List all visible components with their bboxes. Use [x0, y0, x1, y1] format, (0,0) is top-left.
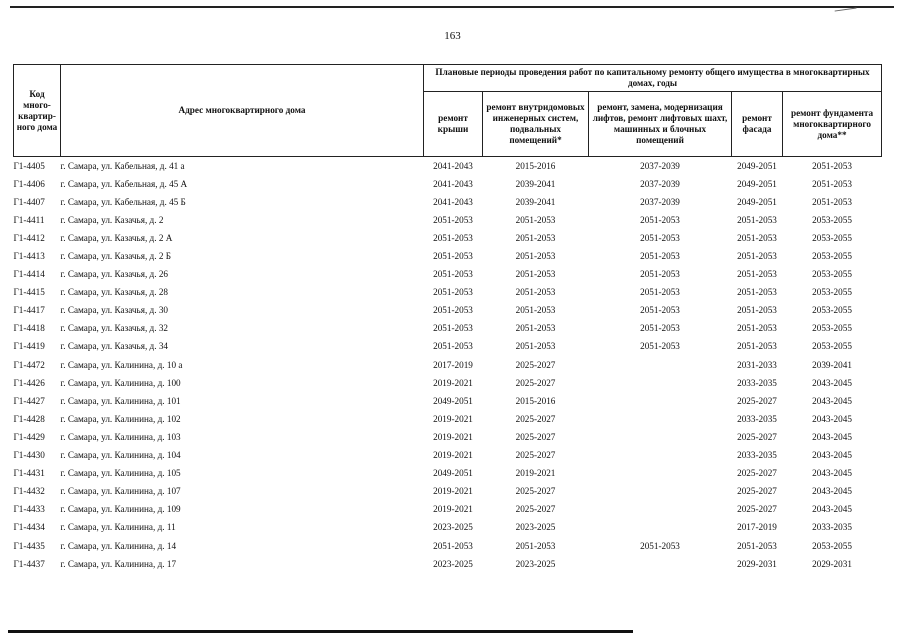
house-code-cell: Г1-4419 [13, 341, 45, 352]
facade-period-cell: 2025-2027 [737, 395, 777, 406]
house-code-cell: Г1-4407 [13, 196, 45, 207]
systems-period-cell: 2051-2053 [515, 323, 556, 334]
address-cell: г. Самара, ул. Казачья, д. 2 [60, 214, 164, 225]
table-row [14, 338, 882, 356]
facade-period-cell: 2029-2031 [737, 558, 777, 569]
facade-period-cell: 2051-2053 [737, 287, 777, 298]
facade-period-cell: 2051-2053 [737, 269, 777, 280]
address-cell: г. Самара, ул. Кабельная, д. 45 Б [60, 196, 186, 207]
systems-period-cell: 2025-2027 [515, 486, 556, 497]
address-cell: г. Самара, ул. Казачья, д. 32 [60, 323, 169, 334]
roof-period-cell: 2051-2053 [433, 540, 473, 551]
foundation-period-cell: 2053-2055 [812, 341, 852, 352]
house-code-cell: Г1-4472 [13, 359, 45, 370]
house-code-cell: Г1-4405 [13, 160, 45, 171]
systems-period-cell: 2051-2053 [515, 287, 556, 298]
house-code-cell: Г1-4406 [13, 178, 45, 189]
address-cell: г. Самара, ул. Казачья, д. 28 [60, 287, 169, 298]
roof-period-cell: 2051-2053 [433, 323, 473, 334]
roof-period-cell: 2023-2025 [433, 558, 473, 569]
scan-border-bottom [8, 630, 633, 633]
table-row [14, 428, 882, 446]
foundation-period-cell: 2043-2045 [812, 450, 852, 461]
foundation-period-cell: 2043-2045 [812, 377, 852, 388]
foundation-period-cell: 2053-2055 [812, 232, 852, 243]
facade-period-cell: 2049-2051 [737, 160, 777, 171]
header-foundation-repair: ремонт фундамента многоквартирного дома** [783, 92, 882, 157]
lifts-period-cell: 2037-2039 [640, 160, 680, 171]
facade-period-cell: 2031-2033 [737, 359, 777, 370]
house-code-cell: Г1-4434 [13, 522, 45, 533]
table-row [14, 175, 882, 193]
house-code-cell: Г1-4413 [13, 251, 45, 262]
roof-period-cell: 2051-2053 [433, 305, 473, 316]
lifts-period-cell [589, 410, 732, 428]
house-code-cell: Г1-4426 [13, 377, 45, 388]
address-cell: г. Самара, ул. Казачья, д. 2 А [60, 232, 173, 243]
header-engineering-systems-repair: ремонт внутридомовых инженерных систем, подвальных помещений* [483, 92, 589, 157]
header-address: Адрес многоквартирного дома [61, 65, 424, 157]
foundation-period-cell: 2053-2055 [812, 305, 852, 316]
lifts-period-cell [589, 447, 732, 465]
foundation-period-cell: 2053-2055 [812, 323, 852, 334]
systems-period-cell: 2019-2021 [515, 468, 556, 479]
systems-period-cell: 2015-2016 [515, 395, 556, 406]
address-cell: г. Самара, ул. Кабельная, д. 45 А [60, 178, 188, 189]
address-cell: г. Самара, ул. Калинина, д. 107 [60, 486, 181, 497]
systems-period-cell: 2023-2025 [515, 522, 556, 533]
house-code-cell: Г1-4411 [13, 214, 45, 225]
address-cell: г. Самара, ул. Казачья, д. 2 Б [60, 251, 171, 262]
address-cell: г. Самара, ул. Калинина, д. 109 [60, 504, 181, 515]
house-code-cell: Г1-4417 [13, 305, 45, 316]
lifts-period-cell: 2051-2053 [640, 305, 680, 316]
house-code-cell: Г1-4431 [13, 468, 45, 479]
address-cell: г. Самара, ул. Калинина, д. 102 [60, 413, 181, 424]
address-cell: г. Самара, ул. Калинина, д. 14 [60, 540, 177, 551]
table-row [14, 501, 882, 519]
foundation-period-cell: 2043-2045 [812, 504, 852, 515]
facade-period-cell: 2025-2027 [737, 486, 777, 497]
address-cell: г. Самара, ул. Казачья, д. 26 [60, 269, 169, 280]
house-code-cell: Г1-4418 [13, 323, 45, 334]
lifts-period-cell: 2051-2053 [640, 251, 680, 262]
address-cell: г. Самара, ул. Казачья, д. 34 [60, 341, 169, 352]
lifts-period-cell [589, 465, 732, 483]
lifts-period-cell [589, 519, 732, 537]
lifts-period-cell: 2051-2053 [640, 540, 680, 551]
capital-repair-schedule-table [13, 64, 882, 573]
systems-period-cell: 2039-2041 [515, 178, 556, 189]
address-cell: г. Самара, ул. Кабельная, д. 41 а [60, 160, 185, 171]
header-lift-repair: ремонт, замена, модернизация лифтов, ремонт лифтовых шахт, машинных и блочных помещений [589, 92, 732, 157]
table-row [14, 447, 882, 465]
facade-period-cell: 2049-2051 [737, 178, 777, 189]
address-cell: г. Самара, ул. Калинина, д. 103 [60, 431, 181, 442]
facade-period-cell: 2051-2053 [737, 232, 777, 243]
header-roof-repair: ремонт крыши [424, 92, 483, 157]
foundation-period-cell: 2039-2041 [812, 359, 852, 370]
roof-period-cell: 2041-2043 [433, 196, 473, 207]
table-body [14, 157, 882, 574]
house-code-cell: Г1-4414 [13, 269, 45, 280]
roof-period-cell: 2051-2053 [433, 341, 473, 352]
lifts-period-cell [589, 483, 732, 501]
foundation-period-cell: 2029-2031 [812, 558, 852, 569]
lifts-period-cell [589, 501, 732, 519]
table-row [14, 193, 882, 211]
lifts-period-cell: 2051-2053 [640, 341, 680, 352]
lifts-period-cell: 2051-2053 [640, 269, 680, 280]
house-code-cell: Г1-4415 [13, 287, 45, 298]
roof-period-cell: 2041-2043 [433, 178, 473, 189]
house-code-cell: Г1-4435 [13, 540, 45, 551]
facade-period-cell: 2017-2019 [737, 522, 777, 533]
roof-period-cell: 2049-2051 [433, 468, 473, 479]
house-code-cell: Г1-4429 [13, 431, 45, 442]
systems-period-cell: 2023-2025 [515, 558, 556, 569]
table-row [14, 157, 882, 176]
roof-period-cell: 2019-2021 [433, 450, 473, 461]
systems-period-cell: 2051-2053 [515, 251, 556, 262]
scan-artifact-mark [835, 8, 858, 18]
address-cell: г. Самара, ул. Калинина, д. 11 [60, 522, 176, 533]
facade-period-cell: 2033-2035 [737, 450, 777, 461]
facade-period-cell: 2051-2053 [737, 305, 777, 316]
facade-period-cell: 2051-2053 [737, 540, 777, 551]
facade-period-cell: 2025-2027 [737, 504, 777, 515]
systems-period-cell: 2025-2027 [515, 377, 556, 388]
house-code-cell: Г1-4427 [13, 395, 45, 406]
systems-period-cell: 2025-2027 [515, 413, 556, 424]
systems-period-cell: 2051-2053 [515, 540, 556, 551]
roof-period-cell: 2051-2053 [433, 287, 473, 298]
roof-period-cell: 2023-2025 [433, 522, 473, 533]
facade-period-cell: 2025-2027 [737, 468, 777, 479]
table-row [14, 537, 882, 555]
facade-period-cell: 2051-2053 [737, 323, 777, 334]
systems-period-cell: 2025-2027 [515, 504, 556, 515]
table-row [14, 211, 882, 229]
lifts-period-cell: 2037-2039 [640, 178, 680, 189]
facade-period-cell: 2051-2053 [737, 214, 777, 225]
address-cell: г. Самара, ул. Калинина, д. 104 [60, 450, 181, 461]
scan-border-top [10, 6, 894, 8]
lifts-period-cell [589, 374, 732, 392]
page-number: 163 [444, 30, 461, 42]
roof-period-cell: 2041-2043 [433, 160, 473, 171]
foundation-period-cell: 2053-2055 [812, 540, 852, 551]
house-code-cell: Г1-4432 [13, 486, 45, 497]
address-cell: г. Самара, ул. Калинина, д. 101 [60, 395, 181, 406]
facade-period-cell: 2033-2035 [737, 377, 777, 388]
foundation-period-cell: 2033-2035 [812, 522, 852, 533]
roof-period-cell: 2051-2053 [433, 251, 473, 262]
table-row [14, 392, 882, 410]
address-cell: г. Самара, ул. Калинина, д. 100 [60, 377, 181, 388]
lifts-period-cell: 2051-2053 [640, 214, 680, 225]
roof-period-cell: 2049-2051 [433, 395, 473, 406]
roof-period-cell: 2019-2021 [433, 486, 473, 497]
lifts-period-cell: 2051-2053 [640, 232, 680, 243]
house-code-cell: Г1-4433 [13, 504, 45, 515]
lifts-period-cell: 2037-2039 [640, 196, 680, 207]
table-row [14, 284, 882, 302]
address-cell: г. Самара, ул. Казачья, д. 30 [60, 305, 169, 316]
foundation-period-cell: 2053-2055 [812, 251, 852, 262]
header-house-code: Код много-квартир-ного дома [14, 65, 61, 157]
foundation-period-cell: 2043-2045 [812, 468, 852, 479]
foundation-period-cell: 2043-2045 [812, 431, 852, 442]
table-row [14, 555, 882, 573]
house-code-cell: Г1-4430 [13, 450, 45, 461]
house-code-cell: Г1-4412 [13, 232, 45, 243]
lifts-period-cell: 2051-2053 [640, 323, 680, 334]
foundation-period-cell: 2053-2055 [812, 214, 852, 225]
table-header-row [14, 65, 882, 92]
address-cell: г. Самара, ул. Калинина, д. 17 [60, 558, 177, 569]
lifts-period-cell [589, 428, 732, 446]
header-planned-periods: Плановые периоды проведения работ по капитальному ремонту общего имущества в многоквартирных домах, годы [424, 65, 882, 92]
systems-period-cell: 2025-2027 [515, 359, 556, 370]
table-row [14, 320, 882, 338]
header-facade-repair: ремонт фасада [732, 92, 783, 157]
foundation-period-cell: 2051-2053 [812, 178, 852, 189]
facade-period-cell: 2049-2051 [737, 196, 777, 207]
roof-period-cell: 2019-2021 [433, 431, 473, 442]
table-row [14, 410, 882, 428]
systems-period-cell: 2039-2041 [515, 196, 556, 207]
facade-period-cell: 2025-2027 [737, 431, 777, 442]
foundation-period-cell: 2053-2055 [812, 269, 852, 280]
table-row [14, 483, 882, 501]
systems-period-cell: 2015-2016 [515, 160, 556, 171]
table-row [14, 356, 882, 374]
roof-period-cell: 2019-2021 [433, 413, 473, 424]
foundation-period-cell: 2043-2045 [812, 395, 852, 406]
foundation-period-cell: 2051-2053 [812, 196, 852, 207]
table-row [14, 229, 882, 247]
systems-period-cell: 2051-2053 [515, 214, 556, 225]
roof-period-cell: 2019-2021 [433, 504, 473, 515]
systems-period-cell: 2051-2053 [515, 305, 556, 316]
house-code-cell: Г1-4437 [13, 558, 45, 569]
systems-period-cell: 2025-2027 [515, 431, 556, 442]
roof-period-cell: 2019-2021 [433, 377, 473, 388]
facade-period-cell: 2051-2053 [737, 251, 777, 262]
house-code-cell: Г1-4428 [13, 413, 45, 424]
table-row [14, 247, 882, 265]
table-row [14, 302, 882, 320]
foundation-period-cell: 2043-2045 [812, 413, 852, 424]
roof-period-cell: 2051-2053 [433, 269, 473, 280]
foundation-period-cell: 2051-2053 [812, 160, 852, 171]
table-row [14, 465, 882, 483]
lifts-period-cell: 2051-2053 [640, 287, 680, 298]
table-row [14, 519, 882, 537]
table-row [14, 374, 882, 392]
roof-period-cell: 2051-2053 [433, 214, 473, 225]
facade-period-cell: 2033-2035 [737, 413, 777, 424]
roof-period-cell: 2051-2053 [433, 232, 473, 243]
systems-period-cell: 2051-2053 [515, 269, 556, 280]
lifts-period-cell [589, 555, 732, 573]
address-cell: г. Самара, ул. Калинина, д. 105 [60, 468, 181, 479]
systems-period-cell: 2051-2053 [515, 341, 556, 352]
lifts-period-cell [589, 356, 732, 374]
roof-period-cell: 2017-2019 [433, 359, 473, 370]
facade-period-cell: 2051-2053 [737, 341, 777, 352]
table-row [14, 266, 882, 284]
foundation-period-cell: 2053-2055 [812, 287, 852, 298]
systems-period-cell: 2025-2027 [515, 450, 556, 461]
systems-period-cell: 2051-2053 [515, 232, 556, 243]
foundation-period-cell: 2043-2045 [812, 486, 852, 497]
address-cell: г. Самара, ул. Калинина, д. 10 а [60, 359, 183, 370]
lifts-period-cell [589, 392, 732, 410]
